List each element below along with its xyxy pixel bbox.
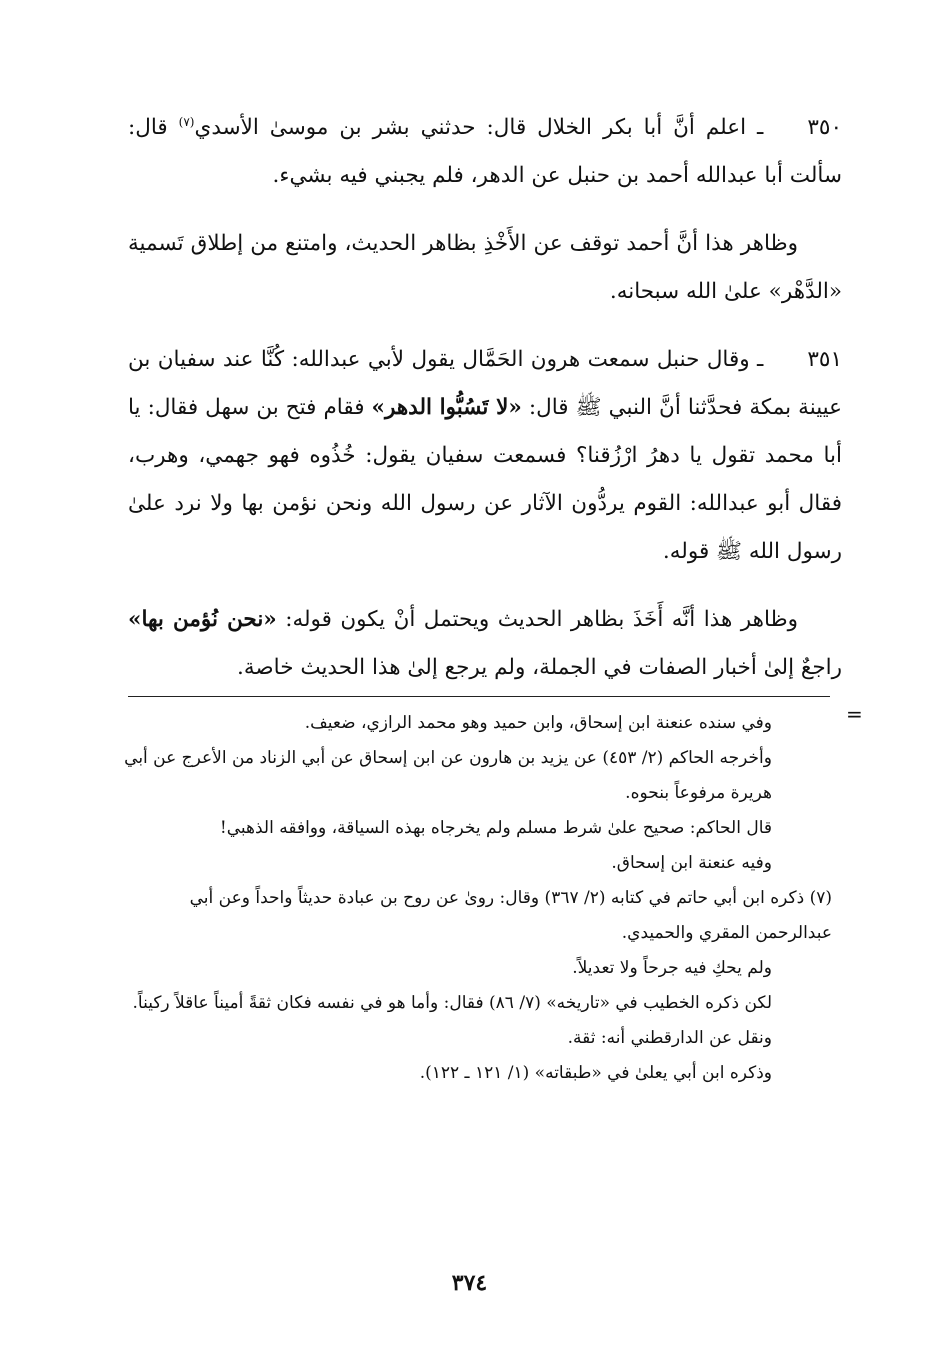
footnote-line: وأخرجه الحاكم (٢/ ٤٥٣) عن يزيد بن هارون عن ابن إسحاق عن أبي الزناد من الأعرج عن أبي هريرة مرفوعاً بنحوه. bbox=[124, 748, 772, 803]
paragraph-commentary-2 bbox=[128, 596, 842, 692]
footnote-line: وذكره ابن أبي يعلىٰ في «طبقاته» (١/ ١٢١ ـ ١٢٢). bbox=[419, 1063, 772, 1083]
footnote-separator bbox=[128, 696, 830, 697]
paragraph-commentary-1 bbox=[128, 220, 842, 316]
footnote-ref-7: (٧) bbox=[178, 114, 195, 129]
footnote-line: وفي سنده عنعنة ابن إسحاق، وابن حميد وهو محمد الرازي، ضعيف. bbox=[304, 713, 772, 733]
paragraph-commentary-1-text: وظاهر هذا أنَّ أحمد توقف عن الأَخْذِ بظاهر الحديث، وامتنع من إطلاق تَسمية «الدَّهْر» علىٰ الله سبحانه. bbox=[128, 231, 842, 304]
paragraph-350 bbox=[128, 104, 842, 200]
footnote-line: لكن ذكره الخطيب في «تاريخه» (٧/ ٨٦) فقال: وأما هو في نفسه فكان ثقةً أميناً عاقلاً ركيناً. bbox=[132, 993, 772, 1013]
footnote-7: (٧) ذكره ابن أبي حاتم في كتابه (٢/ ٣٦٧) وقال: روىٰ عن روح بن عبادة حديثاً واحداً وعن أبي عبدالرحمن المقري والحميدي. bbox=[189, 888, 832, 943]
paragraph-350-text-a: ٣٥٠ـ اعلم أنَّ أبا بكر الخلال قال: حدثني بشر بن موسىٰ الأسدي bbox=[194, 115, 842, 140]
footnote-continuation-mark: = bbox=[846, 702, 863, 726]
page-number: ٣٧٤ bbox=[451, 1270, 488, 1296]
main-text bbox=[128, 104, 842, 712]
footnote-line: ولم يحكِ فيه جرحاً ولا تعديلاً. bbox=[572, 958, 772, 978]
paragraph-350-text-b: قال: سألت أبا عبدالله أحمد بن حنبل عن الدهر، فلم يجبني فيه بشيء. bbox=[128, 115, 842, 188]
paragraph-351 bbox=[128, 336, 842, 576]
hadith-quote: «لا تَسُبُّوا الدهر» bbox=[371, 395, 522, 420]
paragraph-commentary-2-text-a: وظاهر هذا أنَّه أَخَذَ بظاهر الحديث ويحتمل أنْ يكون قوله: bbox=[276, 607, 799, 632]
paragraph-351-text-a: ٣٥١ـ وقال حنبل سمعت هرون الحَمَّال يقول لأبي عبدالله: كُنَّا عند سفيان بن عيينة بمكة فحدَّثنا أنَّ النبي ﷺ قال: bbox=[128, 347, 843, 420]
footnotes bbox=[124, 706, 832, 1091]
footnote-line: وفيه عنعنة ابن إسحاق. bbox=[611, 853, 772, 873]
paragraph-commentary-2-text-b: راجعٌ إلىٰ أخبار الصفات في الجملة، ولم يرجع إلىٰ هذا الحديث خاصة. bbox=[237, 655, 842, 680]
quoted-saying: «نحن نُؤمن بها» bbox=[128, 607, 277, 632]
footnote-line: قال الحاكم: صحيح علىٰ شرط مسلم ولم يخرجاه بهذه السياقة، ووافقه الذهبي! bbox=[219, 818, 772, 838]
paragraph-351-text-b: فقام فتح بن سهل فقال: يا أبا محمد تقول يا دهرُ ارْزُقنا؟ فسمعت سفيان يقول: خُذُوه فهو جهمي، وهرب، فقال أبو عبدالله: القوم يردُّون الآثار عن رسول الله ونحن نؤمن بها ولا نرد علىٰ رسول الله ﷺ قوله. bbox=[128, 395, 842, 564]
footnote-line: ونقل عن الدارقطني أنه: ثقة. bbox=[567, 1028, 772, 1048]
